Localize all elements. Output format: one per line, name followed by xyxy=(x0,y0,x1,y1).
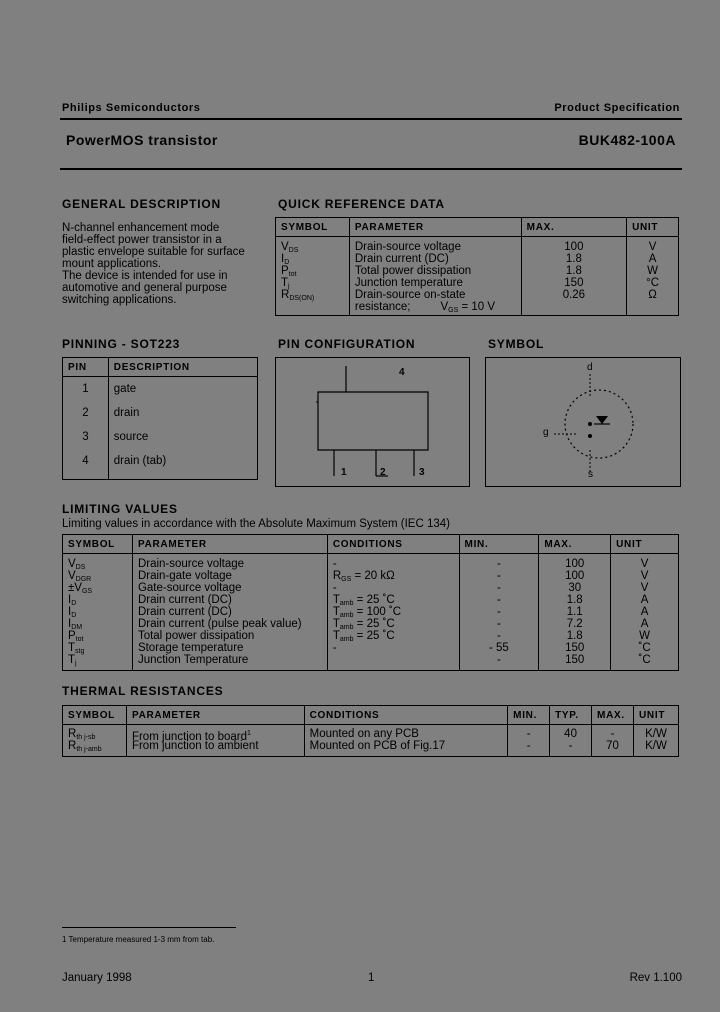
column-header: MIN. xyxy=(459,535,539,554)
parameter-cell: Drain-source voltage Drain-gate voltage Gate-source voltage Drain current (DC) Drain current (DC) Drain current (pulse peak value) Total power dissipation Storage temperature Junction Temperature xyxy=(132,554,327,671)
column-header: UNIT xyxy=(627,218,679,237)
description-line: plastic envelope suitable for surface xyxy=(62,246,245,258)
column-header: PARAMETER xyxy=(126,706,304,725)
pin-configuration-diagram xyxy=(275,357,470,487)
parameter-cell: From junction to board$^1$ From junction to ambient xyxy=(126,725,304,757)
general-description-heading: GENERAL DESCRIPTION xyxy=(62,197,221,211)
max-cell: 100 1.8 1.8 150 0.26 xyxy=(521,237,626,314)
footnote: 1 Temperature measured 1-3 mm from tab. xyxy=(62,935,215,944)
pin-2-label: 2 xyxy=(380,467,386,478)
general-description-text xyxy=(62,222,245,306)
unit-cell: K/W K/W xyxy=(634,725,679,757)
quick-reference-table xyxy=(275,217,679,316)
column-header: UNIT xyxy=(634,706,679,725)
quick-reference-heading: QUICK REFERENCE DATA xyxy=(278,197,445,211)
gate-label: g xyxy=(543,427,549,438)
column-header: SYMBOL xyxy=(63,535,133,554)
header-rule xyxy=(60,118,682,120)
table-row xyxy=(63,554,679,671)
limiting-values-heading: LIMITING VALUES xyxy=(62,502,178,516)
unit-cell: V A W °C Ω xyxy=(627,237,679,314)
pin-3-label: 3 xyxy=(419,467,425,478)
column-header: PARAMETER xyxy=(349,218,521,237)
source-label: s xyxy=(588,469,593,480)
column-header: CONDITIONS xyxy=(327,535,459,554)
table-row: 3 source xyxy=(63,425,258,449)
pinning-heading: PINNING - SOT223 xyxy=(62,337,181,351)
thermal-resistances-table xyxy=(62,705,679,757)
column-header: TYP. xyxy=(550,706,592,725)
pin-4-label: 4 xyxy=(399,367,405,378)
column-header: UNIT xyxy=(611,535,679,554)
column-header: PIN xyxy=(63,358,109,377)
table-row xyxy=(276,237,679,314)
table-row xyxy=(63,725,679,757)
thermal-resistances-heading: THERMAL RESISTANCES xyxy=(62,684,224,698)
column-header: SYMBOL xyxy=(276,218,350,237)
mosfet-symbol-icon xyxy=(486,358,680,486)
unit-cell: V V V A A A W ˚C ˚C xyxy=(611,554,679,671)
parameter-cell: Drain-source voltage Drain current (DC) Total power dissipation Junction temperature Drain-source on-state resistance; $V_{GS} = 10$ V xyxy=(349,237,521,314)
footer-page-number: 1 xyxy=(368,972,375,984)
title-rule xyxy=(60,168,682,170)
part-number: BUK482-100A xyxy=(578,132,676,148)
pin-configuration-heading: PIN CONFIGURATION xyxy=(278,337,416,351)
product-title: PowerMOS transistor xyxy=(66,132,218,148)
table-row: 4 drain (tab) xyxy=(63,449,258,480)
footnote-rule xyxy=(62,927,236,928)
limiting-values-intro: Limiting values in accordance with the Absolute Maximum System (IEC 134) xyxy=(62,518,450,530)
footer-revision: Rev 1.100 xyxy=(629,972,682,984)
max-cell: 100 100 30 1.8 1.1 7.2 1.8 150 150 xyxy=(539,554,611,671)
column-header: MIN. xyxy=(508,706,550,725)
footer-date: January 1998 xyxy=(62,972,132,984)
column-header: MAX. xyxy=(521,218,626,237)
max-cell: - 70 xyxy=(592,725,634,757)
limiting-values-table xyxy=(62,534,679,671)
column-header: CONDITIONS xyxy=(304,706,508,725)
sot223-package-outline xyxy=(276,358,469,486)
typ-cell: 40 - xyxy=(550,725,592,757)
conditions-cell: Mounted on any PCB Mounted on PCB of Fig.17 xyxy=(304,725,508,757)
column-header: SYMBOL xyxy=(63,706,127,725)
pinning-table xyxy=(62,357,258,480)
description-line: The device is intended for use in xyxy=(62,270,228,282)
description-line: field-effect power transistor in a xyxy=(62,234,222,246)
document-type: Product Specification xyxy=(554,102,680,114)
company-name: Philips Semiconductors xyxy=(62,102,201,114)
description-line: switching applications. xyxy=(62,294,177,306)
symbol-cell: $V_{DS}$ $V_{DGR}$ $\pm V_{GS}$ $I_D$ $I_D$ $I_{DM}$ $P_{tot}$ $T_{stg}$ $T_j$ xyxy=(63,554,133,671)
mosfet-symbol-diagram xyxy=(485,357,681,487)
column-header: DESCRIPTION xyxy=(108,358,257,377)
description-line: mount applications. xyxy=(62,258,162,270)
column-header: PARAMETER xyxy=(132,535,327,554)
drain-label: d xyxy=(587,362,593,373)
description-line: automotive and general purpose xyxy=(62,282,227,294)
symbol-heading: SYMBOL xyxy=(488,337,545,351)
table-row: 1 gate xyxy=(63,377,258,402)
table-row: 2 drain xyxy=(63,401,258,425)
symbol-cell: $R_{th j-sb}$ $R_{th j-amb}$ xyxy=(63,725,127,757)
description-line: N-channel enhancement mode xyxy=(62,222,220,234)
column-header: MAX. xyxy=(539,535,611,554)
conditions-cell: - $R_{GS} = 20$ kΩ - $T_{amb} = 25$ ˚C $T_{amb} = 100$ ˚C $T_{amb} = 25$ ˚C $T_{amb} = 25$ ˚C - xyxy=(327,554,459,671)
column-header: MAX. xyxy=(592,706,634,725)
min-cell: - - xyxy=(508,725,550,757)
symbol-cell: $V_{DS}$ $I_D$ $P_{tot}$ $T_j$ $R_{DS(ON)}$ xyxy=(276,237,350,314)
min-cell: - - - - - - - - 55 - xyxy=(459,554,539,671)
pin-1-label: 1 xyxy=(341,467,347,478)
